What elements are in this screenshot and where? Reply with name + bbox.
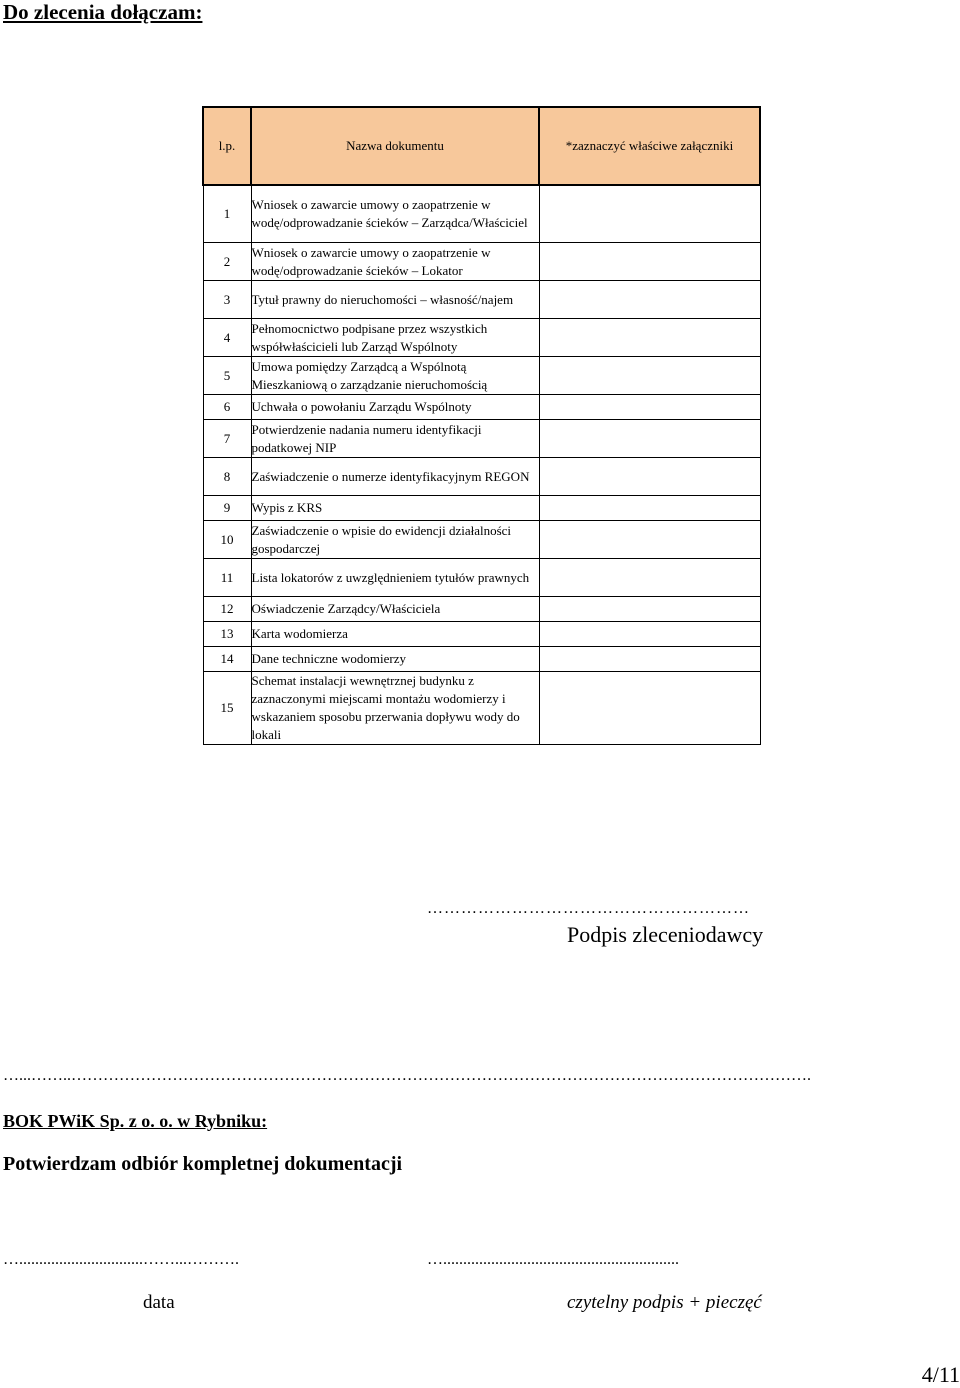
row-document-name: Wniosek o zawarcie umowy o zaopatrzenie w wodę/odprowadzanie ścieków – Lokator — [251, 243, 539, 281]
row-document-name: Schemat instalacji wewnętrznej budynku z zaznaczonymi miejscami montażu wodomierzy i wskazaniem sposobu przerwania dopływu wody do lokali — [251, 672, 539, 745]
row-document-name: Uchwała o powołaniu Zarządu Wspólnoty — [251, 395, 539, 420]
confirmation-text: Potwierdzam odbiór kompletnej dokumentacji — [3, 1153, 403, 1175]
row-mark-cell[interactable] — [539, 395, 760, 420]
date-dots: …...............................……...………. — [3, 1251, 239, 1268]
row-document-name: Dane techniczne wodomierzy — [251, 647, 539, 672]
row-document-name: Umowa pomiędzy Zarządcą a Wspólnotą Mieszkaniową o zarządzanie nieruchomością — [251, 357, 539, 395]
row-mark-cell[interactable] — [539, 319, 760, 357]
row-document-name: Oświadczenie Zarządcy/Właściciela — [251, 597, 539, 622]
attachments-table — [202, 106, 761, 745]
row-document-name: Wniosek o zawarcie umowy o zaopatrzenie w wodę/odprowadzanie ścieków – Zarządca/Właściciel — [251, 185, 539, 243]
bok-title: BOK PWiK Sp. z o. o. w Rybniku: — [3, 1111, 268, 1131]
sign-dots: …........................................................... — [427, 1251, 679, 1268]
row-document-name: Pełnomocnictwo podpisane przez wszystkich współwłaścicieli lub Zarząd Wspólnoty — [251, 319, 539, 357]
table-row — [203, 357, 760, 395]
header-document-name: Nazwa dokumentu — [251, 107, 539, 185]
row-lp: 6 — [203, 395, 251, 420]
table-row — [203, 559, 760, 597]
row-mark-cell[interactable] — [539, 622, 760, 647]
table-row — [203, 672, 760, 745]
signature-dots: ………………………………………………… — [427, 900, 750, 917]
row-lp: 8 — [203, 458, 251, 496]
row-lp: 7 — [203, 420, 251, 458]
date-label: data — [143, 1292, 175, 1313]
row-mark-cell[interactable] — [539, 281, 760, 319]
row-lp: 12 — [203, 597, 251, 622]
table-row — [203, 496, 760, 521]
row-mark-cell[interactable] — [539, 647, 760, 672]
row-lp: 9 — [203, 496, 251, 521]
row-document-name: Potwierdzenie nadania numeru identyfikacji podatkowej NIP — [251, 420, 539, 458]
row-document-name: Lista lokatorów z uwzględnieniem tytułów prawnych — [251, 559, 539, 597]
row-document-name: Zaświadczenie o numerze identyfikacyjnym REGON — [251, 458, 539, 496]
table-row — [203, 395, 760, 420]
row-mark-cell[interactable] — [539, 597, 760, 622]
row-lp: 5 — [203, 357, 251, 395]
row-lp: 4 — [203, 319, 251, 357]
table-header-row — [203, 107, 760, 185]
table-row — [203, 647, 760, 672]
row-lp: 14 — [203, 647, 251, 672]
sign-label: czytelny podpis + pieczęć — [567, 1292, 762, 1313]
header-mark: *zaznaczyć właściwe załączniki — [539, 107, 760, 185]
row-document-name: Karta wodomierza — [251, 622, 539, 647]
row-lp: 2 — [203, 243, 251, 281]
table-row — [203, 420, 760, 458]
row-document-name: Wypis z KRS — [251, 496, 539, 521]
row-lp: 3 — [203, 281, 251, 319]
table-row — [203, 243, 760, 281]
row-document-name: Tytuł prawny do nieruchomości – własność/najem — [251, 281, 539, 319]
table-row — [203, 319, 760, 357]
row-mark-cell[interactable] — [539, 420, 760, 458]
row-mark-cell[interactable] — [539, 559, 760, 597]
page-heading: Do zlecenia dołączam: — [3, 0, 203, 24]
row-lp: 13 — [203, 622, 251, 647]
row-mark-cell[interactable] — [539, 496, 760, 521]
row-mark-cell[interactable] — [539, 521, 760, 559]
table-row — [203, 597, 760, 622]
row-lp: 15 — [203, 672, 251, 745]
row-mark-cell[interactable] — [539, 357, 760, 395]
header-lp: l.p. — [203, 107, 251, 185]
page-number: 4/11 — [921, 1362, 960, 1387]
table-row — [203, 458, 760, 496]
signature-label: Podpis zleceniodawcy — [567, 922, 764, 947]
table-row — [203, 185, 760, 243]
table-row — [203, 281, 760, 319]
row-document-name: Zaświadczenie o wpisie do ewidencji działalności gospodarczej — [251, 521, 539, 559]
row-lp: 1 — [203, 185, 251, 243]
table-row — [203, 622, 760, 647]
separator-dots: …...……..…………………………………………………………………………………………………………………………. — [3, 1067, 811, 1084]
row-mark-cell[interactable] — [539, 185, 760, 243]
row-lp: 11 — [203, 559, 251, 597]
row-mark-cell[interactable] — [539, 243, 760, 281]
row-mark-cell[interactable] — [539, 672, 760, 745]
table-row — [203, 521, 760, 559]
row-mark-cell[interactable] — [539, 458, 760, 496]
row-lp: 10 — [203, 521, 251, 559]
